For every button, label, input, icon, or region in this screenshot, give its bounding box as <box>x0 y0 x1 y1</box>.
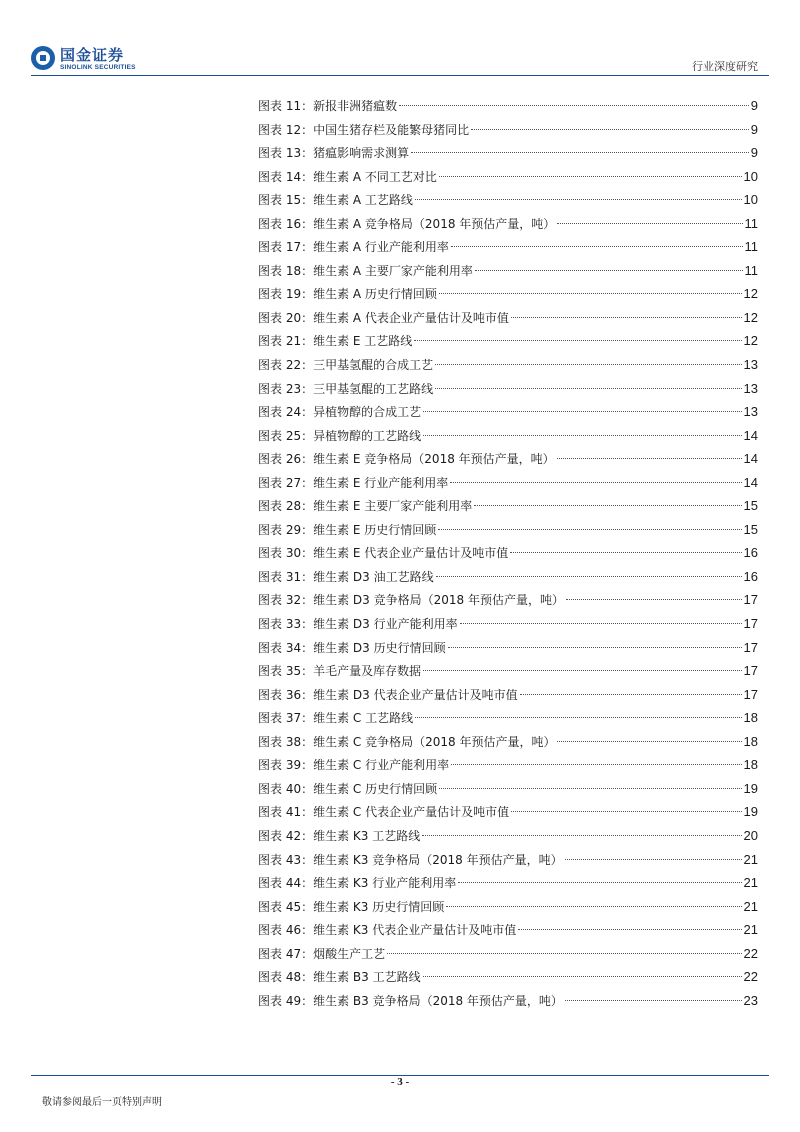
toc-dot-leader <box>518 929 741 930</box>
toc-entry-label: 图表 11：新报非洲猪瘟数 <box>258 99 398 113</box>
toc-entry[interactable] <box>258 683 758 707</box>
disclaimer-note: 敬请参阅最后一页特别声明 <box>42 1097 162 1108</box>
toc-entry-page: 18 <box>743 710 758 726</box>
toc-dot-leader <box>422 835 741 836</box>
toc-entry-page: 15 <box>743 521 758 537</box>
toc-entry-label: 图表 14：维生素 A 不同工艺对比 <box>258 169 437 184</box>
toc-entry-label: 图表 38：维生素 C 竞争格局（2018 年预估产量，吨） <box>258 734 556 749</box>
toc-entry-label: 图表 21：维生素 E 工艺路线 <box>258 334 413 349</box>
toc-dot-leader <box>435 388 741 389</box>
toc-dot-leader <box>439 293 742 294</box>
toc-entry[interactable] <box>258 188 758 212</box>
toc-entry-page: 16 <box>743 568 758 584</box>
toc-entry-page: 10 <box>743 192 758 208</box>
toc-entry-label: 图表 32：维生素 D3 竞争格局（2018 年预估产量，吨） <box>258 593 564 608</box>
toc-entry-page: 13 <box>743 357 758 373</box>
toc-entry[interactable] <box>258 612 758 636</box>
toc-entry-page: 12 <box>743 286 758 302</box>
toc-dot-leader <box>450 482 741 483</box>
toc-entry[interactable] <box>258 141 758 165</box>
toc-entry[interactable] <box>258 588 758 612</box>
toc-entry-page: 21 <box>743 851 758 867</box>
toc-entry[interactable] <box>258 306 758 330</box>
toc-entry[interactable] <box>258 918 758 942</box>
toc-entry-label: 图表 25：异植物醇的工艺路线 <box>258 428 422 443</box>
logo-mark-icon <box>31 46 55 70</box>
toc-entry[interactable] <box>258 895 758 919</box>
toc-dot-leader <box>451 246 743 247</box>
toc-entry[interactable] <box>258 118 758 142</box>
toc-entry-page: 9 <box>750 145 758 161</box>
toc-entry-page: 19 <box>743 780 758 796</box>
toc-dot-leader <box>439 788 741 789</box>
toc-entry-label: 图表 46：维生素 K3 代表企业产量估计及吨市值 <box>258 923 517 938</box>
toc-dot-leader <box>414 340 741 341</box>
toc-entry[interactable] <box>258 235 758 259</box>
toc-dot-leader <box>460 623 742 624</box>
toc-entry-label: 图表 27：维生素 E 行业产能利用率 <box>258 475 449 490</box>
toc-entry[interactable] <box>258 942 758 966</box>
toc-entry-label: 图表 30：维生素 E 代表企业产量估计及吨市值 <box>258 546 509 561</box>
toc-entry-page: 14 <box>743 427 758 443</box>
toc-entry[interactable] <box>258 541 758 565</box>
toc-entry[interactable] <box>258 730 758 754</box>
toc-entry[interactable] <box>258 329 758 353</box>
toc-entry-page: 17 <box>743 686 758 702</box>
toc-dot-leader <box>446 906 741 907</box>
toc-entry-label: 图表 22：三甲基氢醌的合成工艺 <box>258 358 434 373</box>
toc-dot-leader <box>423 670 741 671</box>
toc-entry-label: 图表 24：异植物醇的合成工艺 <box>258 405 422 420</box>
header-divider <box>31 75 769 76</box>
toc-entry-label: 图表 20：维生素 A 代表企业产量估计及吨市值 <box>258 310 509 325</box>
toc-entry[interactable] <box>258 989 758 1013</box>
toc-entry[interactable] <box>258 659 758 683</box>
toc-dot-leader <box>471 129 749 130</box>
toc-dot-leader <box>511 811 741 812</box>
toc-dot-leader <box>557 458 742 459</box>
toc-entry[interactable] <box>258 824 758 848</box>
toc-dot-leader <box>474 505 741 506</box>
toc-entry-page: 14 <box>743 474 758 490</box>
toc-entry-page: 12 <box>743 309 758 325</box>
toc-entry[interactable] <box>258 212 758 236</box>
toc-dot-leader <box>438 529 741 530</box>
toc-entry[interactable] <box>258 447 758 471</box>
toc-entry[interactable] <box>258 753 758 777</box>
toc-dot-leader <box>520 694 742 695</box>
toc-entry-label: 图表 16：维生素 A 竞争格局（2018 年预估产量，吨） <box>258 216 556 231</box>
toc-entry-label: 图表 47：烟酸生产工艺 <box>258 946 386 961</box>
toc-dot-leader <box>387 953 741 954</box>
toc-entry-label: 图表 37：维生素 C 工艺路线 <box>258 711 414 726</box>
toc-dot-leader <box>448 647 742 648</box>
toc-entry-label: 图表 39：维生素 C 行业产能利用率 <box>258 758 450 773</box>
page-number: - 3 - <box>390 1076 410 1088</box>
toc-entry-label: 图表 36：维生素 D3 代表企业产量估计及吨市值 <box>258 687 518 702</box>
toc-dot-leader <box>451 764 741 765</box>
toc-entry-page: 11 <box>744 215 758 231</box>
toc-entry-page: 12 <box>743 333 758 349</box>
toc-entry-page: 21 <box>743 875 758 891</box>
toc-dot-leader <box>557 741 741 742</box>
toc-entry[interactable] <box>258 636 758 660</box>
toc-entry-label: 图表 15：维生素 A 工艺路线 <box>258 193 413 208</box>
toc-entry-label: 图表 35：羊毛产量及库存数据 <box>258 664 422 679</box>
toc-entry-page: 20 <box>743 827 758 843</box>
toc-entry-page: 10 <box>743 168 758 184</box>
toc-entry[interactable] <box>258 494 758 518</box>
toc-entry-label: 图表 17：维生素 A 行业产能利用率 <box>258 240 449 255</box>
toc-entry-label: 图表 42：维生素 K3 工艺路线 <box>258 828 421 843</box>
toc-entry[interactable] <box>258 565 758 589</box>
toc-entry[interactable] <box>258 353 758 377</box>
toc-entry-label: 图表 44：维生素 K3 行业产能利用率 <box>258 876 457 891</box>
toc-dot-leader <box>566 599 742 600</box>
toc-dot-leader <box>439 176 742 177</box>
toc-dot-leader <box>423 411 741 412</box>
logo-english-name: SINOLINK SECURITIES <box>60 64 136 71</box>
toc-entry-page: 11 <box>744 262 758 278</box>
toc-entry-label: 图表 40：维生素 C 历史行情回顾 <box>258 781 438 796</box>
toc-entry-label: 图表 43：维生素 K3 竞争格局（2018 年预估产量，吨） <box>258 852 563 867</box>
toc-entry-page: 9 <box>750 98 758 113</box>
toc-entry[interactable] <box>258 424 758 448</box>
toc-entry-page: 16 <box>743 545 758 561</box>
toc-entry-page: 18 <box>743 733 758 749</box>
toc-entry-page: 13 <box>743 404 758 420</box>
toc-entry[interactable] <box>258 800 758 824</box>
toc-entry-page: 15 <box>743 498 758 514</box>
toc-entry[interactable] <box>258 165 758 189</box>
toc-entry-label: 图表 49：维生素 B3 竞争格局（2018 年预估产量，吨） <box>258 993 563 1008</box>
toc-entry-label: 图表 41：维生素 C 代表企业产量估计及吨市值 <box>258 805 510 820</box>
toc-dot-leader <box>423 976 742 977</box>
toc-entry-page: 17 <box>743 639 758 655</box>
toc-entry-label: 图表 45：维生素 K3 历史行情回顾 <box>258 899 445 914</box>
toc-entry[interactable] <box>258 848 758 872</box>
toc-entry-page: 9 <box>750 121 758 137</box>
toc-entry-label: 图表 34：维生素 D3 历史行情回顾 <box>258 640 446 655</box>
toc-entry-page: 19 <box>743 804 758 820</box>
toc-entry-label: 图表 19：维生素 A 历史行情回顾 <box>258 287 437 302</box>
toc-entry[interactable] <box>258 400 758 424</box>
toc-entry[interactable] <box>258 94 758 118</box>
toc-entry-label: 图表 29：维生素 E 历史行情回顾 <box>258 522 437 537</box>
toc-entry-page: 17 <box>743 592 758 608</box>
toc-dot-leader <box>565 859 742 860</box>
toc-entry-label: 图表 33：维生素 D3 行业产能利用率 <box>258 617 458 632</box>
toc-dot-leader <box>557 223 742 224</box>
toc-entry[interactable] <box>258 282 758 306</box>
toc-dot-leader <box>415 717 741 718</box>
toc-entry[interactable] <box>258 518 758 542</box>
toc-dot-leader <box>399 105 749 106</box>
toc-entry-label: 图表 48：维生素 B3 工艺路线 <box>258 970 421 985</box>
toc-dot-leader <box>565 1000 742 1001</box>
report-section-label: 行业深度研究 <box>692 60 758 73</box>
toc-dot-leader <box>411 152 749 153</box>
toc-entry-page: 21 <box>743 898 758 914</box>
toc-entry-page: 14 <box>743 451 758 467</box>
toc-dot-leader <box>510 552 741 553</box>
toc-entry[interactable] <box>258 259 758 283</box>
toc-entry[interactable] <box>258 965 758 989</box>
toc-entry-page: 17 <box>743 616 758 632</box>
toc-entry-label: 图表 13：猪瘟影响需求测算 <box>258 146 410 161</box>
toc-entry-label: 图表 31：维生素 D3 油工艺路线 <box>258 569 434 584</box>
toc-entry-page: 22 <box>743 945 758 961</box>
toc-entry[interactable] <box>258 706 758 730</box>
toc-dot-leader <box>436 576 742 577</box>
figure-index-list <box>258 94 758 1012</box>
logo-chinese-name: 国金证券 <box>60 46 125 64</box>
toc-entry-page: 23 <box>743 992 758 1008</box>
toc-entry[interactable] <box>258 871 758 895</box>
toc-dot-leader <box>511 317 742 318</box>
toc-entry[interactable] <box>258 377 758 401</box>
toc-dot-leader <box>423 435 741 436</box>
toc-dot-leader <box>415 199 742 200</box>
toc-entry-label: 图表 12：中国生猪存栏及能繁母猪同比 <box>258 122 470 137</box>
toc-entry-label: 图表 23：三甲基氢醌的工艺路线 <box>258 381 434 396</box>
toc-entry-page: 18 <box>743 757 758 773</box>
toc-entry-label: 图表 28：维生素 E 主要厂家产能利用率 <box>258 499 473 514</box>
toc-dot-leader <box>458 882 741 883</box>
toc-entry-page: 22 <box>743 969 758 985</box>
company-logo <box>31 44 151 76</box>
toc-entry[interactable] <box>258 777 758 801</box>
toc-entry-page: 17 <box>743 663 758 679</box>
page-header <box>0 0 800 80</box>
toc-dot-leader <box>475 270 743 271</box>
toc-entry[interactable] <box>258 471 758 495</box>
toc-entry-label: 图表 18：维生素 A 主要厂家产能利用率 <box>258 263 473 278</box>
toc-entry-page: 11 <box>744 239 758 255</box>
toc-entry-page: 21 <box>743 922 758 938</box>
toc-entry-label: 图表 26：维生素 E 竞争格局（2018 年预估产量，吨） <box>258 452 555 467</box>
toc-dot-leader <box>435 364 741 365</box>
toc-entry-page: 13 <box>743 380 758 396</box>
